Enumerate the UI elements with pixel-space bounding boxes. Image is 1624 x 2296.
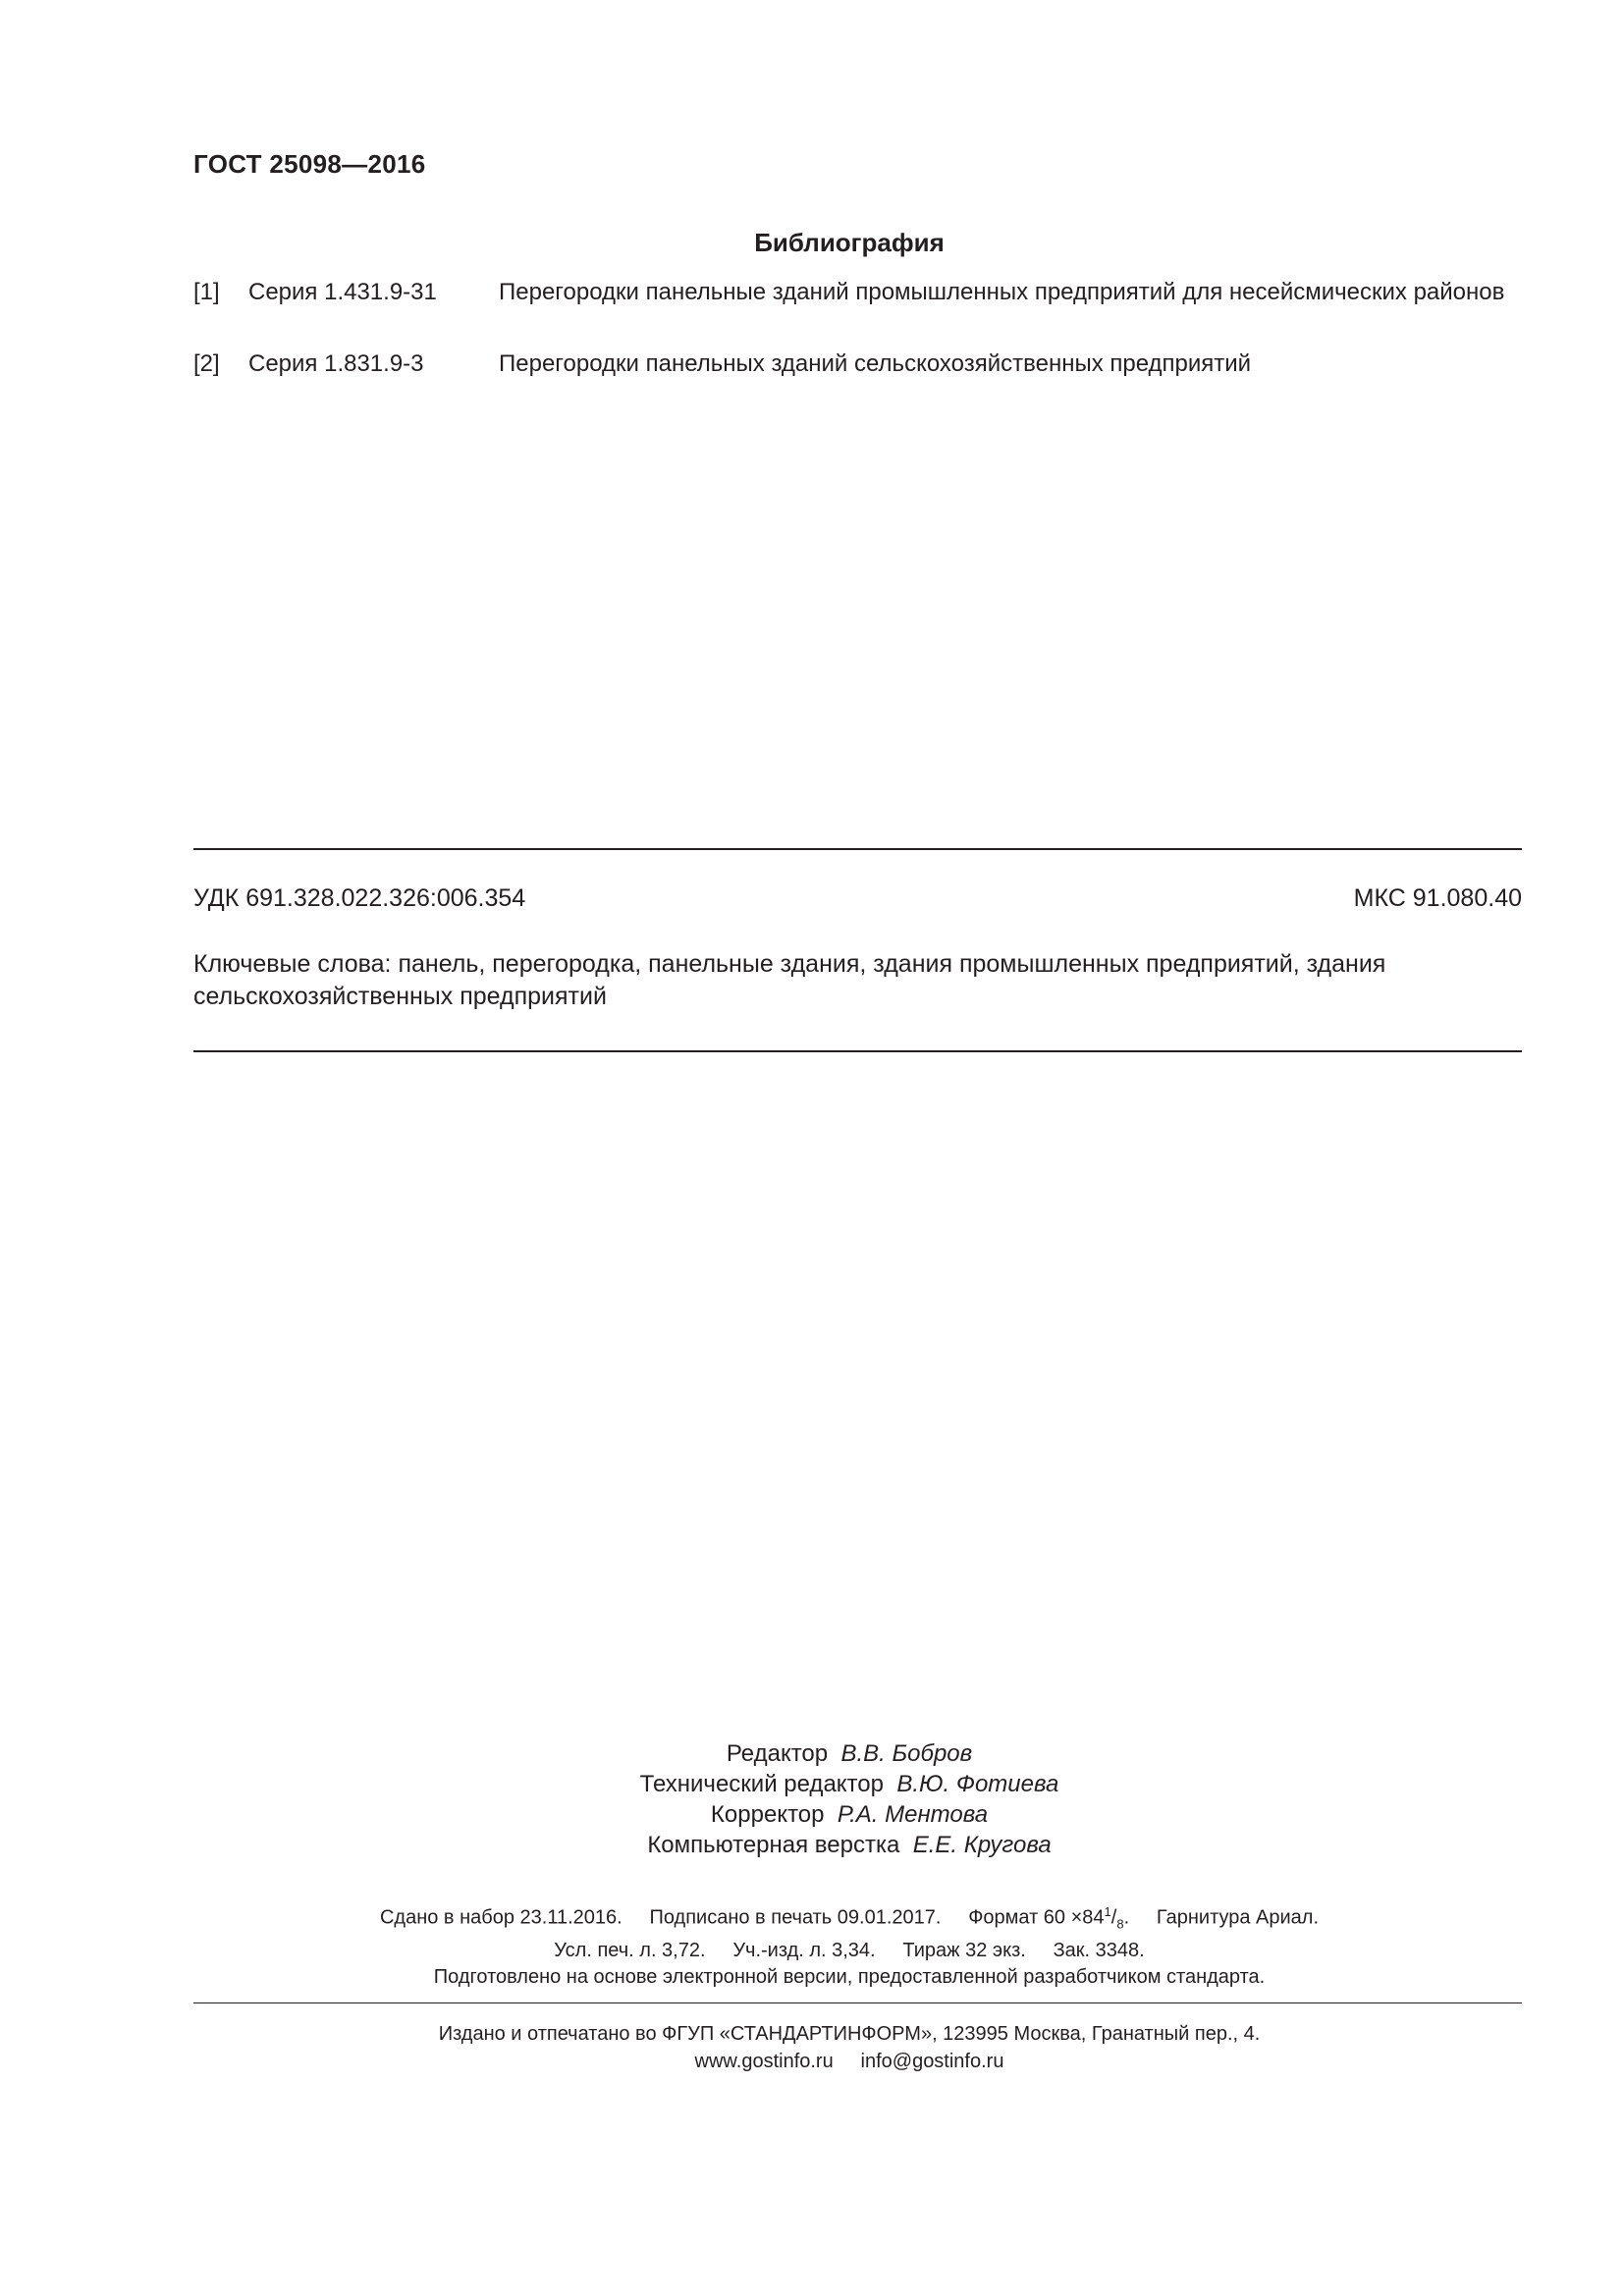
entry-series: Серия 1.831.9-3 — [248, 350, 424, 377]
email-link[interactable]: info@gostinfo.ru — [860, 2051, 1004, 2072]
entry-title: Перегородки панельные зданий промышленных предприятий для несейсмических районов — [499, 279, 1505, 305]
divider — [193, 1050, 1522, 1052]
format-separator: / — [1110, 1906, 1117, 1929]
format-subscript: 8 — [1116, 1916, 1124, 1932]
print-info-text: . Гарнитура Ариал. — [1123, 1906, 1320, 1929]
print-info-line: Подготовлено на основе электронной версии, предоставленной разработчиком стандарта. — [433, 1965, 1266, 1988]
credit-name: В.В. Бобров — [840, 1740, 973, 1767]
print-info-text: Сдано в набор 23.11.2016. Подписано в печать 09.01.2017. Формат 60 ×84 — [379, 1906, 1105, 1929]
keywords: Ключевые слова: панель, перегородка, панельные здания, здания промышленных предприятий, здания сельскохозяйственных предприятий — [193, 950, 1386, 1010]
credit-line — [75, 1769, 1624, 1799]
credit-role: Редактор — [726, 1740, 829, 1767]
credit-name: Р.А. Ментова — [837, 1801, 989, 1828]
credit-role: Технический редактор — [639, 1771, 884, 1797]
format-superscript: 1 — [1104, 1904, 1111, 1919]
credits-block — [0, 1738, 1624, 1860]
credit-line — [75, 1799, 1624, 1830]
document-code: ГОСТ 25098—2016 — [193, 149, 426, 179]
udk-code: УДК 691.328.022.326:006.354 — [193, 884, 526, 912]
credit-line — [75, 1830, 1624, 1860]
publisher-address: Издано и отпечатано во ФГУП «СТАНДАРТИНФОРМ», 123995 Москва, Гранатный пер., 4. — [438, 2023, 1261, 2045]
credit-name: В.Ю. Фотиева — [896, 1771, 1059, 1797]
credit-line — [75, 1738, 1624, 1769]
website-link[interactable]: www.gostinfo.ru — [694, 2051, 834, 2072]
credit-name: Е.Е. Кругова — [912, 1832, 1052, 1858]
credit-role: Корректор — [710, 1801, 825, 1828]
print-info-line — [75, 1898, 1624, 1938]
mks-code: МКС 91.080.40 — [1353, 884, 1522, 912]
entry-number: [2] — [193, 350, 220, 377]
entry-number: [1] — [193, 279, 220, 305]
divider — [193, 848, 1522, 850]
print-info — [0, 1898, 1624, 1991]
publisher-contacts — [75, 2048, 1624, 2075]
publisher-block — [0, 2020, 1624, 2075]
divider — [193, 2002, 1522, 2003]
entry-series: Серия 1.431.9-31 — [248, 279, 437, 305]
entry-title: Перегородки панельных зданий сельскохозяйственных предприятий — [499, 350, 1252, 377]
bibliography-title: Библиография — [754, 228, 945, 257]
print-info-line: Усл. печ. л. 3,72. Уч.-изд. л. 3,34. Тираж 32 экз. Зак. 3348. — [554, 1939, 1145, 1961]
credit-role: Компьютерная верстка — [647, 1832, 900, 1858]
